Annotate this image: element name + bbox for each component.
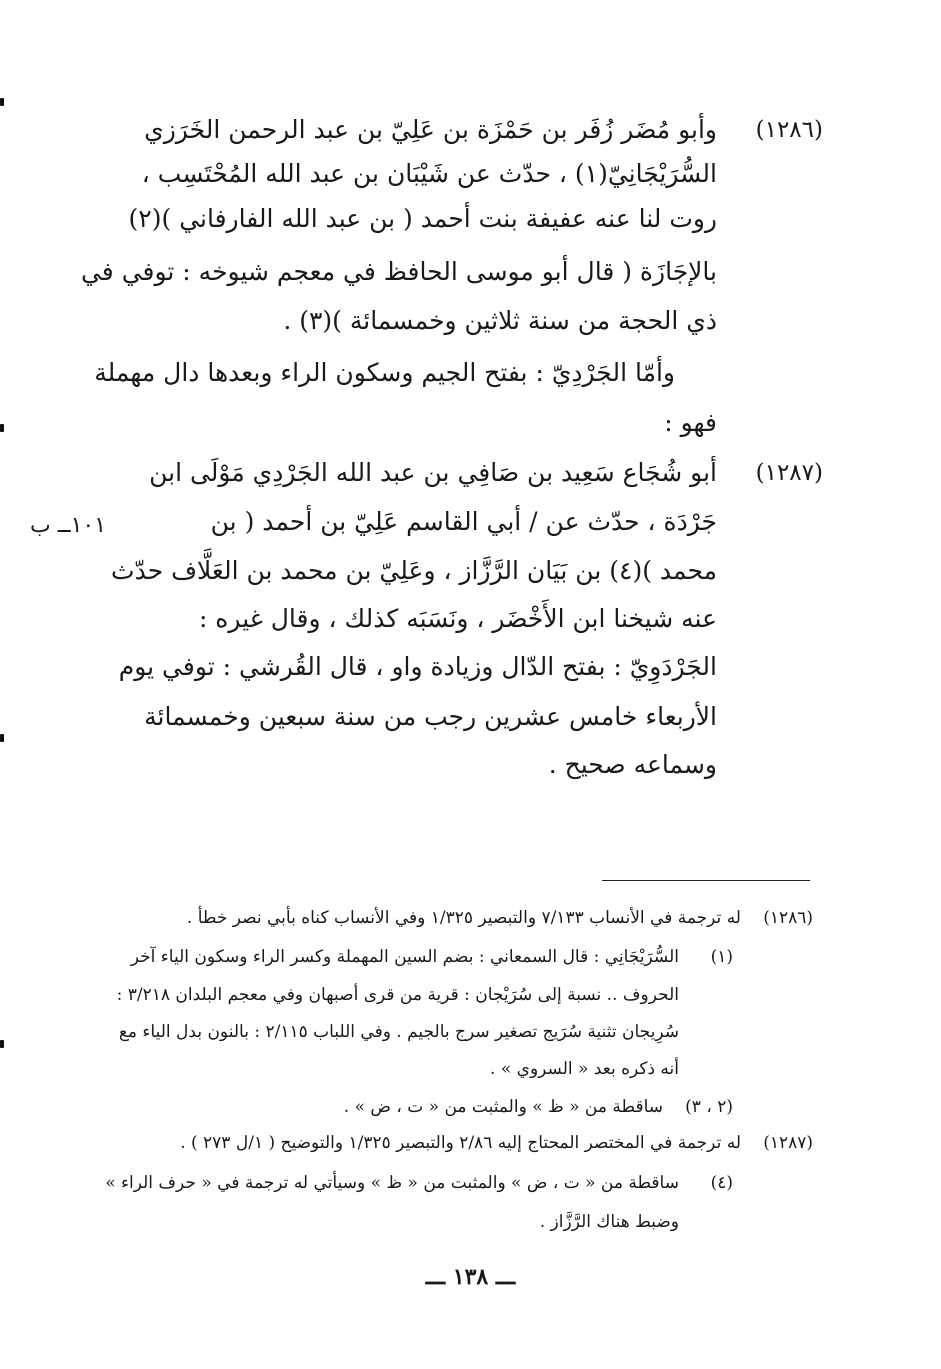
footnote-separator bbox=[602, 880, 810, 881]
section-intro-line: فهو : bbox=[664, 408, 717, 437]
footnote-line: السُّرَيْجَانِي : قال السمعاني : بضم السين المهملة وكسر الراء وسكون الياء آخر bbox=[130, 947, 679, 967]
entry-number: (١٢٨٧) bbox=[755, 460, 823, 486]
margin-mark bbox=[0, 424, 4, 432]
footnote-label: (١) bbox=[710, 947, 733, 967]
entry-line: أبو شُجَاع سَعِيد بن صَافِي بن عبد الله الجَرْدِي مَوْلَى ابن bbox=[149, 458, 717, 487]
footnote-line: سُرِيجان تثنية سُرَيج تصغير سرج بالجيم . وفي اللباب ٢/١١٥ : بالنون بدل الياء مع bbox=[118, 1022, 679, 1042]
entry-line: وسماعه صحيح . bbox=[548, 750, 717, 779]
footnote-line: ساقطة من « ظ » والمثبت من « ت ، ض » . bbox=[343, 1097, 663, 1117]
entry-line: السُّرَيْجَانِيّ(١) ، حدّث عن شَيْبَان بن عبد الله المُحْتَسِب ، bbox=[141, 159, 717, 188]
section-intro-line: وأمّا الجَرْدِيّ : بفتح الجيم وسكون الراء وبعدها دال مهملة bbox=[94, 358, 675, 387]
footnote-line: ساقطة من « ت ، ض » والمثبت من « ظ » وسيأتي له ترجمة في « حرف الراء » bbox=[105, 1173, 679, 1193]
footnote-line: له ترجمة في المختصر المحتاج إليه ٢/٨٦ والتبصير ١/٣٢٥ والتوضيح ( ١/ل ٢٧٣ ) . bbox=[180, 1133, 741, 1153]
entry-line: الجَرْدَوِيّ : بفتح الدّال وزيادة واو ، قال القُرشي : توفي يوم bbox=[118, 652, 717, 681]
page-number: ـــ ١٣٨ ـــ bbox=[425, 1264, 516, 1290]
footnote-line: الحروف .. نسبة إلى سُرَيْجان : قرية من قرى أصبهان وفي معجم البلدان ٣/٢١٨ : bbox=[116, 985, 679, 1005]
margin-mark bbox=[0, 734, 4, 742]
entry-line: وأبو مُضَر زُفَر بن حَمْزَة بن عَلِيّ بن عبد الرحمن الخَرَزي bbox=[144, 115, 717, 144]
manuscript-folio-note: ١٠١ــ ب bbox=[30, 513, 107, 538]
footnote-label: (١٢٨٦) bbox=[763, 908, 813, 928]
footnote-line: أنه ذكره بعد « السروي » . bbox=[490, 1059, 679, 1079]
entry-line: روت لنا عنه عفيفة بنت أحمد ( بن عبد الله الفارفاني )(٢) bbox=[128, 204, 717, 233]
entry-line: الأربعاء خامس عشرين رجب من سنة سبعين وخمسمائة bbox=[144, 702, 717, 731]
entry-line: بالإجَازَة ( قال أبو موسى الحافظ في معجم شيوخه : توفي في bbox=[80, 257, 717, 286]
entry-number: (١٢٨٦) bbox=[755, 117, 823, 143]
entry-line: محمد )(٤) بن بَيَان الرَّزَّاز ، وعَلِيّ بن محمد بن العَلَّاف حدّث bbox=[111, 556, 717, 585]
margin-mark bbox=[0, 1040, 4, 1048]
entry-line: عنه شيخنا ابن الأَخْضَر ، ونَسَبَه كذلك ، وقال غيره : bbox=[198, 604, 717, 633]
entry-line: ذي الحجة من سنة ثلاثين وخمسمائة )(٣) . bbox=[283, 306, 717, 335]
footnote-label: (٤) bbox=[710, 1173, 733, 1193]
footnote-line: وضبط هناك الرَّزَّاز . bbox=[539, 1212, 679, 1232]
entry-line: جَرْدَة ، حدّث عن / أبي القاسم عَلِيّ بن أحمد ( بن bbox=[210, 507, 717, 536]
margin-mark bbox=[0, 98, 4, 106]
footnote-line: له ترجمة في الأنساب ٧/١٣٣ والتبصير ١/٣٢٥ وفي الأنساب كناه بأبي نصر خطأ . bbox=[186, 908, 741, 928]
footnote-label: (١٢٨٧) bbox=[763, 1133, 813, 1153]
footnote-label: (٢ ، ٣) bbox=[685, 1097, 733, 1117]
